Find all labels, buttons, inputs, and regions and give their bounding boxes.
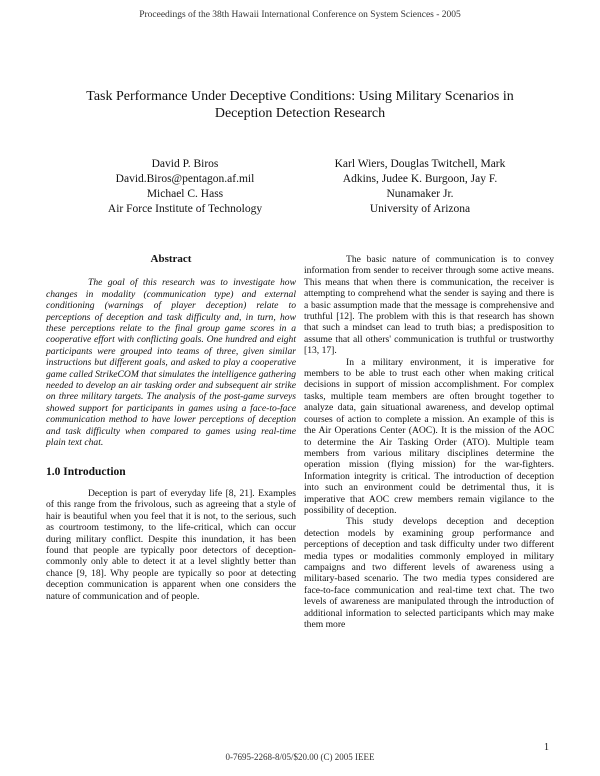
- left-column: [46, 254, 296, 602]
- body-paragraph: The basic nature of communication is to convey information from sender to receiver through some active means. This means that when there is communication, the receiver is attempting to comprehend what the sender is saying and there is a basic assumption made that the message is comprehensive and truthful [12]. The problem with this is that research has shown that such a mindset can lead to truth bias; a predisposition to assume that all others' communication is truthful or trustworthy [13, 17].: [304, 254, 554, 357]
- body-paragraph: This study develops deception and deception detection models by examining group performance and perceptions of deception and task difficulty under two different media types or modalities commonly employed in military campaigns and two different levels of awareness using a military-based scenario. The two media types considered are face-to-face communication and real-time text chat. The two levels of awareness are manipulated through the introduction of additional information to selected participants which may make them more: [304, 516, 554, 630]
- author-line: Karl Wiers, Douglas Twitchell, Mark: [334, 158, 506, 170]
- body-paragraph: In a military environment, it is imperative for members to be able to trust each other when making critical decisions in support of mission accomplishment. For complex tasks, multiple team members are often brought together to analyze data, gain situational awareness, and develop optimal courses of action to complete a mission. An example of this is the Air Operations Center (AOC). It is the mission of the AOC to determine the Air Tasking Order (ATO). Multiple team members from various military disciplines determine the operation mission (flying mission) for the war-fighters. Information integrity is critical. The introduction of deception into such an environment could be detrimental thus, it is imperative that AOC crew members remain vigilance to the possibility of deception.: [304, 356, 554, 516]
- author-line: Michael C. Hass: [146, 188, 224, 200]
- page-number: 1: [544, 742, 549, 753]
- section-heading-introduction: 1.0 Introduction: [46, 465, 126, 478]
- author-affiliation: University of Arizona: [369, 203, 471, 215]
- author-email: David.Biros@pentagon.af.mil: [115, 173, 255, 185]
- running-header: Proceedings of the 38th Hawaii International Conference on System Sciences - 2005: [139, 10, 461, 20]
- author-line: David P. Biros: [151, 158, 219, 170]
- copyright-footer: 0-7695-2268-8/05/$20.00 (C) 2005 IEEE: [225, 752, 375, 762]
- author-line: Nunamaker Jr.: [386, 188, 454, 200]
- author-block-right: [300, 157, 540, 217]
- title-line: Deception Detection Research: [214, 106, 386, 121]
- title-line: Task Performance Under Deceptive Conditions: Using Military Scenarios in: [86, 89, 514, 104]
- paper-title: [60, 88, 540, 122]
- right-column: [304, 254, 554, 630]
- author-affiliation: Air Force Institute of Technology: [107, 203, 263, 215]
- author-line: Adkins, Judee K. Burgoon, Jay F.: [342, 173, 498, 185]
- abstract-heading: Abstract: [150, 253, 192, 265]
- abstract-text: The goal of this research was to investigate how changes in modality (communication type) and external conditioning (warnings of player deception) relate to perceptions of deception and task difficulty and, in turn, how these perceptions relate to the final group game scores in a cooperative effort with conflicting goals. One hundred and eight participants were grouped into teams of three, given similar instructions but different goals, and asked to play a cooperative game called StrikeCOM that simulates the intelligence gathering needed to develop an air tasking order and subsequent air strike on three military targets. The analysis of the post-game surveys showed support for participants in games using a face-to-face communication method to have lower perceptions of deception and task difficulty when compared to games using real-time plain text chat.: [46, 277, 296, 449]
- intro-paragraph: Deception is part of everyday life [8, 21]. Examples of this range from the frivolous, such as agreeing that a style of hair is beautiful when you feel that it is not, to the serious, such as courtroom testimony, to the life-critical, which can occur during military conflict. Despite this inundation, it has been found that people are typically poor detectors of deception- commonly only able to detect it at a level slightly better than chance [9, 18]. Why people are typically so poor at detecting deception communication is apparent when one considers the nature of communication and of people.: [46, 487, 296, 602]
- author-block-left: [70, 157, 300, 217]
